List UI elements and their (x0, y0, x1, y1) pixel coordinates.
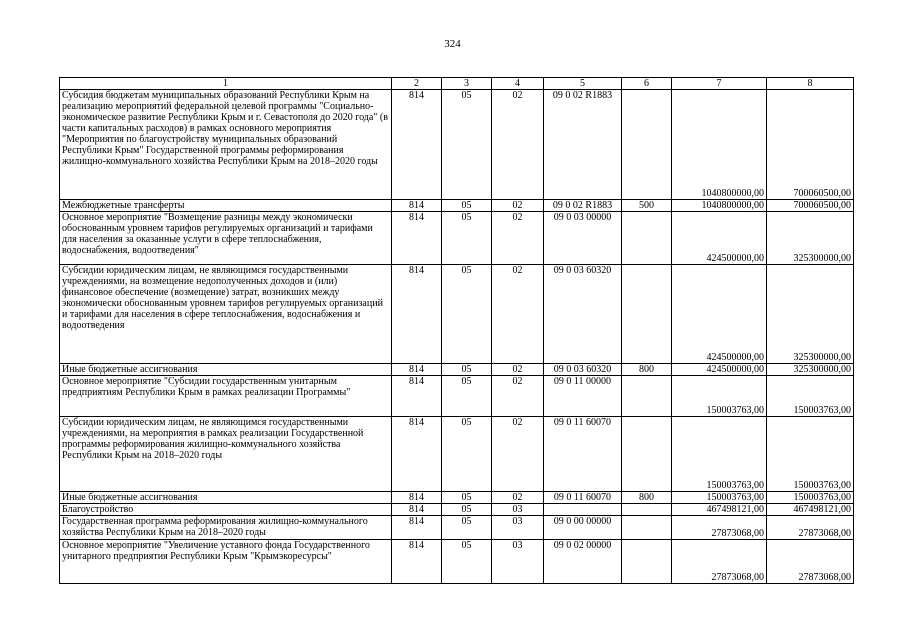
row-cell-col6: 500 (622, 200, 672, 212)
row-name-cell: Основное мероприятие "Субсидии государственным унитарным предприятиям Республики Крым в рамках реализации Программы" (60, 376, 392, 417)
row-name-cell: Основное мероприятие "Возмещение разницы между экономически обоснованным уровнем тарифов регулируемых организаций и тарифами для населения за оказанные услуги в сфере теплоснабжения, водоснабжения, водоотведения" (60, 212, 392, 265)
table-row (60, 265, 854, 364)
table-row (60, 417, 854, 492)
row-cell-col2: 814 (392, 516, 442, 540)
row-cell-col4: 03 (492, 540, 544, 584)
row-sum-col8: 150003763,00 (767, 376, 854, 417)
row-cell-col2: 814 (392, 212, 442, 265)
row-name-cell: Государственная программа реформирования жилищно-коммунального хозяйства Республики Крым на 2018–2020 годы (60, 516, 392, 540)
row-cell-col4: 03 (492, 504, 544, 516)
row-sum-col8: 325300000,00 (767, 212, 854, 265)
row-sum-col7: 1040800000,00 (672, 200, 767, 212)
header-cell: 3 (442, 78, 492, 90)
header-cell: 4 (492, 78, 544, 90)
row-cell-col3: 05 (442, 364, 492, 376)
page-number: 324 (444, 38, 461, 50)
row-cell-col3: 05 (442, 265, 492, 364)
row-cell-col4: 02 (492, 90, 544, 200)
row-cell-col4: 02 (492, 417, 544, 492)
row-cell-col5: 09 0 11 60070 (544, 417, 622, 492)
header-cell: 2 (392, 78, 442, 90)
row-cell-col3: 05 (442, 212, 492, 265)
table-row (60, 200, 854, 212)
row-sum-col7: 424500000,00 (672, 364, 767, 376)
row-cell-col2: 814 (392, 540, 442, 584)
row-cell-col4: 02 (492, 212, 544, 265)
row-cell-col6 (622, 516, 672, 540)
header-cell: 6 (622, 78, 672, 90)
row-cell-col6: 800 (622, 492, 672, 504)
row-cell-col5: 09 0 00 00000 (544, 516, 622, 540)
row-name-cell: Субсидия бюджетам муниципальных образований Республики Крым на реализацию мероприятий федеральной целевой программы "Социально-экономическое развитие Республики Крым и г. Севастополя до 2020 года" (в части капитальных расходов) в рамках основного мероприятия "Мероприятия по благоустройству муниципальных образований Республики Крым" Государственной программы реформирования жилищно-коммунального хозяйства Республики Крым на 2018–2020 годы (60, 90, 392, 200)
table-row (60, 516, 854, 540)
table-row (60, 364, 854, 376)
row-cell-col5: 09 0 03 00000 (544, 212, 622, 265)
row-sum-col8: 150003763,00 (767, 492, 854, 504)
row-cell-col5: 09 0 11 00000 (544, 376, 622, 417)
row-cell-col4: 02 (492, 492, 544, 504)
row-cell-col5: 09 0 11 60070 (544, 492, 622, 504)
row-cell-col5: 09 0 03 60320 (544, 364, 622, 376)
row-cell-col5: 09 0 02 R1883 (544, 90, 622, 200)
row-cell-col6 (622, 376, 672, 417)
row-name-cell: Иные бюджетные ассигнования (60, 492, 392, 504)
row-sum-col8: 27873068,00 (767, 540, 854, 584)
budget-table (59, 77, 854, 584)
row-sum-col7: 467498121,00 (672, 504, 767, 516)
row-cell-col3: 05 (442, 376, 492, 417)
row-cell-col6 (622, 417, 672, 492)
header-cell: 8 (767, 78, 854, 90)
row-sum-col7: 150003763,00 (672, 417, 767, 492)
row-sum-col8: 700060500,00 (767, 200, 854, 212)
row-cell-col5 (544, 504, 622, 516)
row-cell-col3: 05 (442, 504, 492, 516)
row-cell-col4: 02 (492, 364, 544, 376)
row-cell-col5: 09 0 03 60320 (544, 265, 622, 364)
row-sum-col7: 150003763,00 (672, 492, 767, 504)
row-cell-col3: 05 (442, 492, 492, 504)
row-cell-col2: 814 (392, 200, 442, 212)
row-sum-col7: 27873068,00 (672, 516, 767, 540)
row-sum-col7: 424500000,00 (672, 212, 767, 265)
header-cell: 5 (544, 78, 622, 90)
row-cell-col6 (622, 212, 672, 265)
row-sum-col7: 1040800000,00 (672, 90, 767, 200)
row-name-cell: Иные бюджетные ассигнования (60, 364, 392, 376)
row-cell-col6 (622, 265, 672, 364)
row-cell-col3: 05 (442, 540, 492, 584)
row-cell-col6 (622, 540, 672, 584)
row-name-cell: Субсидии юридическим лицам, не являющимся государственными учреждениями, на возмещение недополученных доходов и (или) финансовое обеспечение (возмещение) затрат, возникших между экономически обоснованным уровнем тарифов регулируемых организаций и тарифами для населения в сфере теплоснабжения, водоснабжения и водоотведения (60, 265, 392, 364)
row-name-cell: Межбюджетные трансферты (60, 200, 392, 212)
row-sum-col8: 325300000,00 (767, 265, 854, 364)
row-sum-col8: 27873068,00 (767, 516, 854, 540)
table-row (60, 540, 854, 584)
table-row (60, 90, 854, 200)
row-cell-col4: 02 (492, 265, 544, 364)
row-cell-col5: 09 0 02 R1883 (544, 200, 622, 212)
row-sum-col7: 150003763,00 (672, 376, 767, 417)
row-cell-col2: 814 (392, 492, 442, 504)
row-cell-col6: 800 (622, 364, 672, 376)
row-cell-col6 (622, 90, 672, 200)
row-cell-col6 (622, 504, 672, 516)
row-sum-col7: 424500000,00 (672, 265, 767, 364)
row-sum-col8: 150003763,00 (767, 417, 854, 492)
row-sum-col8: 467498121,00 (767, 504, 854, 516)
header-cell: 7 (672, 78, 767, 90)
table-row (60, 504, 854, 516)
row-cell-col2: 814 (392, 417, 442, 492)
row-cell-col4: 02 (492, 376, 544, 417)
table-row (60, 492, 854, 504)
row-cell-col3: 05 (442, 90, 492, 200)
row-sum-col8: 700060500,00 (767, 90, 854, 200)
row-name-cell: Субсидии юридическим лицам, не являющимся государственными учреждениями, на мероприятия в рамках реализации Государственной программы реформирования жилищно-коммунального хозяйства Республики Крым на 2018–2020 годы (60, 417, 392, 492)
row-cell-col3: 05 (442, 417, 492, 492)
row-cell-col3: 05 (442, 200, 492, 212)
row-cell-col5: 09 0 02 00000 (544, 540, 622, 584)
row-cell-col3: 05 (442, 516, 492, 540)
row-name-cell: Основное мероприятие "Увеличение уставного фонда Государственного унитарного предприятия Республики Крым "Крымэкоресурсы" (60, 540, 392, 584)
row-cell-col2: 814 (392, 504, 442, 516)
row-cell-col4: 02 (492, 200, 544, 212)
row-cell-col2: 814 (392, 90, 442, 200)
header-row (60, 78, 854, 90)
row-cell-col2: 814 (392, 364, 442, 376)
row-cell-col4: 03 (492, 516, 544, 540)
row-sum-col8: 325300000,00 (767, 364, 854, 376)
row-sum-col7: 27873068,00 (672, 540, 767, 584)
row-cell-col2: 814 (392, 265, 442, 364)
row-cell-col2: 814 (392, 376, 442, 417)
table-row (60, 212, 854, 265)
table-row (60, 376, 854, 417)
header-cell: 1 (60, 78, 392, 90)
row-name-cell: Благоустройство (60, 504, 392, 516)
